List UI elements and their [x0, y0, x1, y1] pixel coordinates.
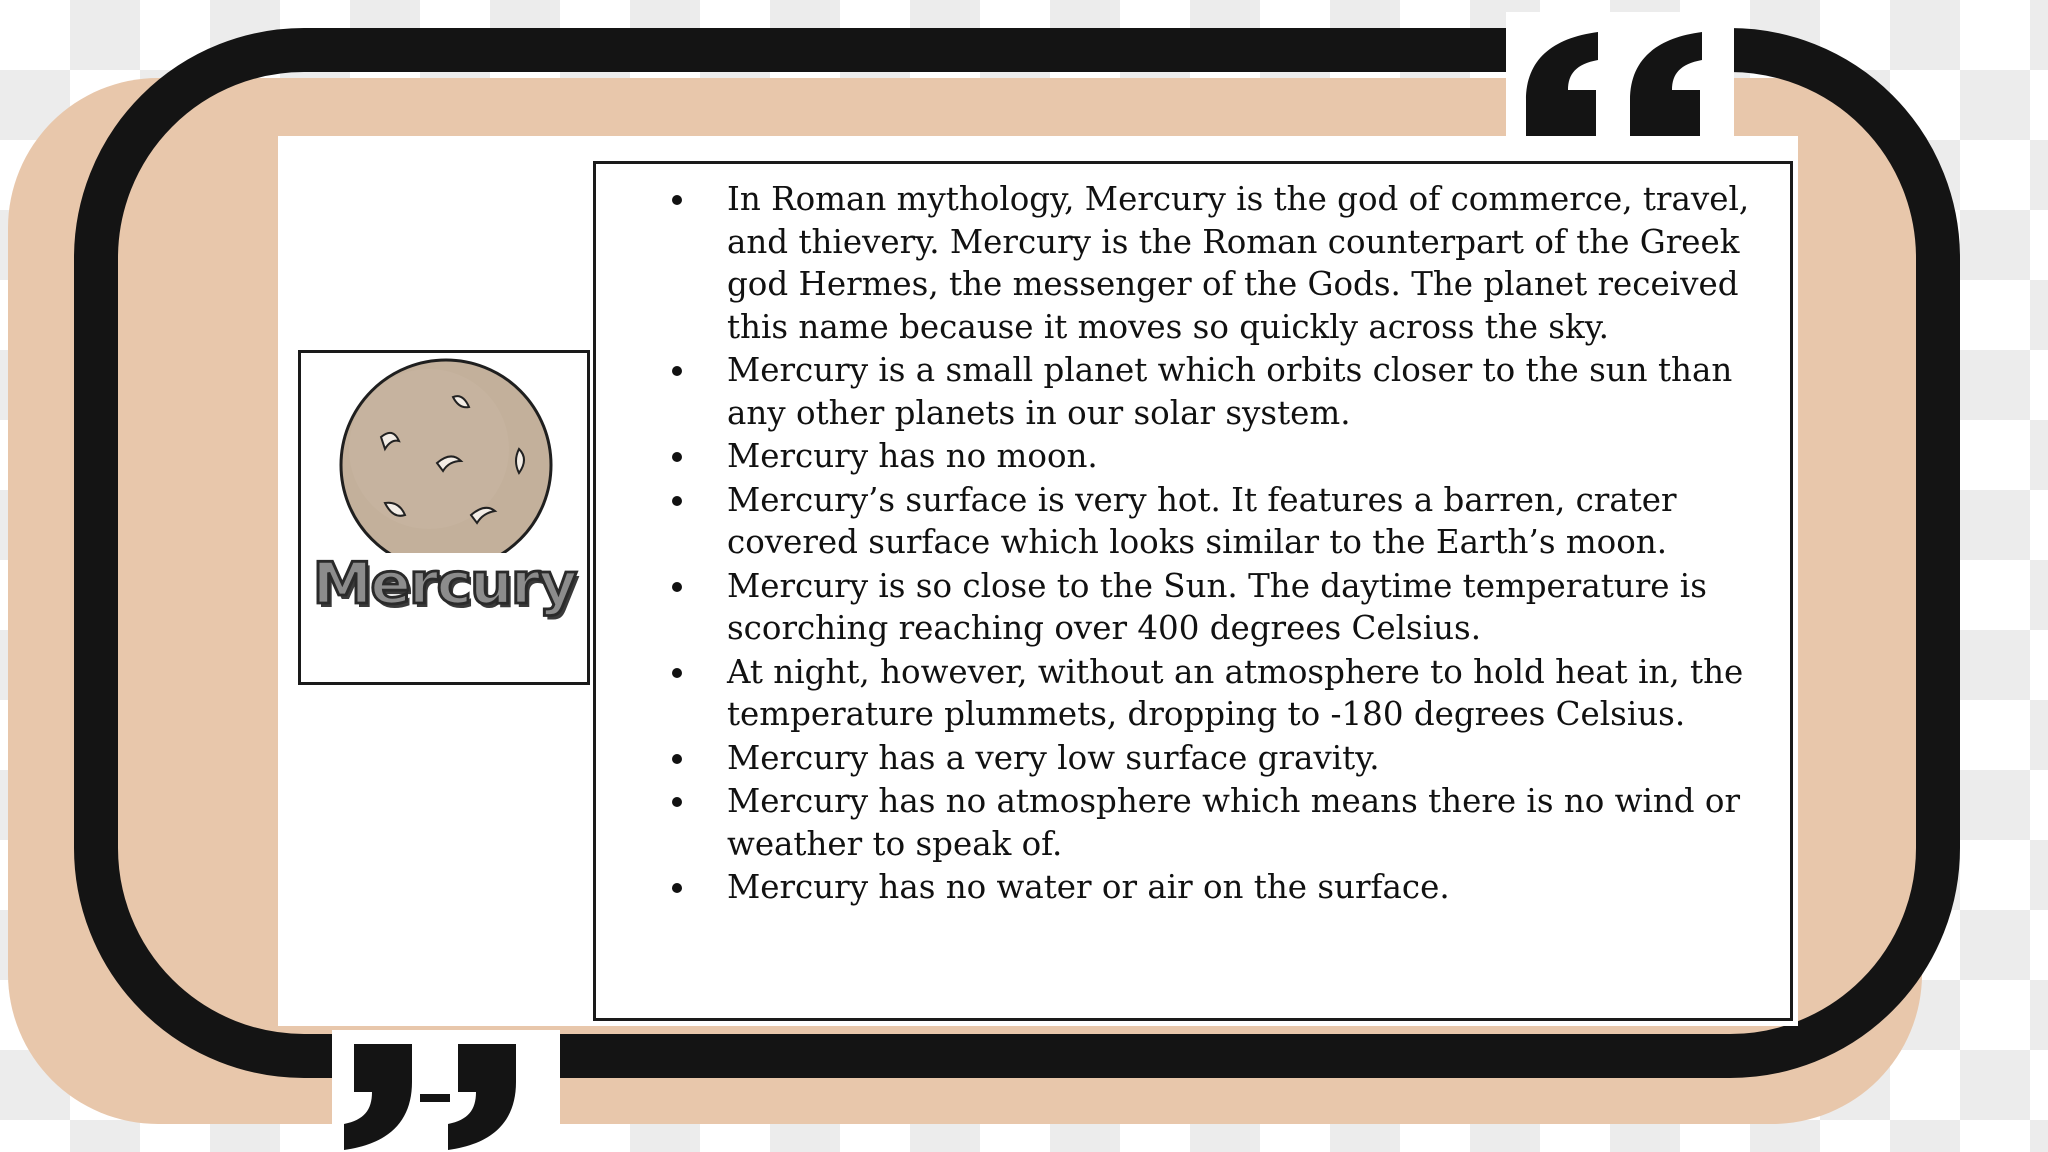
bullet-icon — [672, 754, 682, 764]
fact-item — [596, 479, 1786, 564]
bullet-icon — [672, 366, 682, 376]
fact-item — [596, 651, 1786, 736]
fact-item — [596, 565, 1786, 650]
fact-text: At night, however, without an atmosphere to hold heat in, the temperature plummets, dropping to -180 degrees Celsius. — [727, 652, 1744, 733]
planet-image-card — [298, 350, 590, 685]
planet-mercury-icon — [301, 353, 587, 553]
fact-item — [596, 780, 1786, 865]
bullet-icon — [672, 195, 682, 205]
bullet-icon — [672, 496, 682, 506]
fact-text: Mercury has no water or air on the surface. — [727, 868, 1450, 906]
fact-text: Mercury has a very low surface gravity. — [727, 738, 1380, 777]
bullet-icon — [672, 883, 682, 893]
fact-text: Mercury is a small planet which orbits closer to the sun than any other planets in our solar system. — [727, 351, 1733, 432]
fact-text: In Roman mythology, Mercury is the god of commerce, travel, and thievery. Mercury is the Roman counterpart of the Greek god Hermes, the messenger of the Gods. The planet received this name because it moves so quickly across the sky. — [727, 180, 1750, 346]
facts-list — [596, 178, 1786, 910]
fact-item — [596, 435, 1786, 478]
planet-name-label: Mercury — [312, 550, 576, 618]
close-quote-icon — [332, 1030, 560, 1152]
fact-text: Mercury has no moon. — [727, 437, 1098, 475]
fact-item — [596, 178, 1786, 348]
bullet-icon — [672, 797, 682, 807]
bullet-icon — [672, 668, 682, 678]
fact-text: Mercury is so close to the Sun. The daytime temperature is scorching reaching over 400 degrees Celsius. — [727, 566, 1707, 647]
fact-item — [596, 866, 1786, 909]
bullet-icon — [672, 582, 682, 592]
open-quote-icon — [1506, 12, 1734, 152]
fact-text: Mercury’s surface is very hot. It features a barren, crater covered surface which looks similar to the Earth’s moon. — [727, 480, 1677, 561]
fact-text: Mercury has no atmosphere which means there is no wind or weather to speak of. — [727, 782, 1741, 863]
facts-box — [593, 161, 1793, 1021]
fact-item — [596, 737, 1786, 780]
bullet-icon — [672, 452, 682, 462]
fact-item — [596, 349, 1786, 434]
